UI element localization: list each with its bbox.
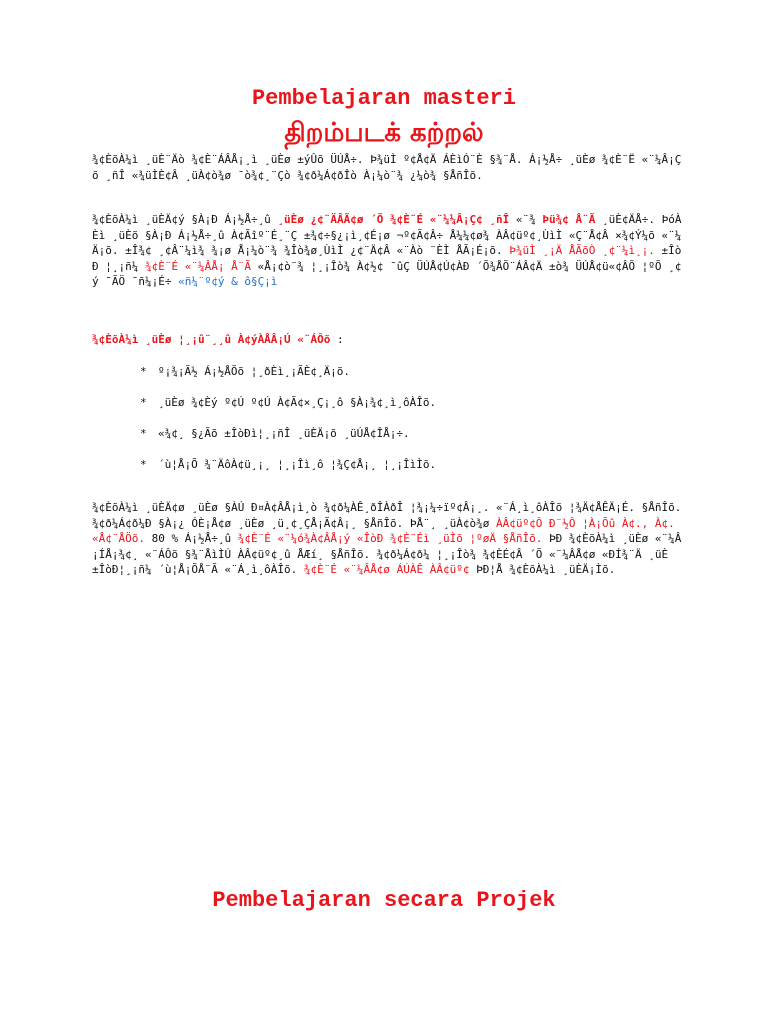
- method-paragraph: [92, 500, 682, 578]
- bullet-icon: *: [140, 427, 147, 440]
- concept-highlight-2: Þü¾¢ Å¨Ã: [542, 213, 596, 226]
- method-text-2: 80 % Á¡½Å÷¸û: [144, 532, 238, 546]
- page-title: Pembelajaran masteri: [251, 86, 517, 111]
- principle-item: [140, 365, 680, 378]
- concept-highlight-4: ¾¢È¨É «¨¼ÂÅ¡ Å¨Ã: [144, 259, 251, 273]
- concept-text-1: ¾¢ÈõÀ¼ì ¸üÈÄ¢ý §À¡Ð Á¡½Å÷¸û: [92, 213, 278, 226]
- concept-text-5: «Å¡¢ò¨¾ ¦¸¡Îò¾ À¢½¢ ¯ûÇ ÜÚÅ¢Ú¢ÀÐ ´Õ¾ÅÕ¨ÁÂ¢Ä ±ò¾ ÜÚÅ¢ü«¢ÂÕ ¦ºÕ ¸¢ý ¯ÃÖ ¯ñ¼¡É÷: [92, 259, 682, 289]
- method-text-1: ¾¢ÈõÀ¼ì ¸üÈÄ¢ø ¸üÈø §ÀÚ Ð¤À¢ÂÅ¡ì¸ò ¾¢ð¼ÀÊ¸ðÎÀðÎ ¦¾¡¼÷ïº¢Â¡¸. «¨Á¸ì¸ôÀÎõ ¦¾Ä¢ÅÊÄ¡É. §ÅñÎõ. ¾¢ð¼Á¢ð¼Ð §À¡¿ ÓÈ¡Å¢ø ¸üÈø ¸ü¸¢¸ÇÅ¡Ã¢Â¡¸ §ÅñÎõ. ÞÅ¨¸ ¸üÀ¢ò¾ø: [92, 501, 682, 530]
- concept-highlight-3: Þ¾üÌ ¸¡Ä ÅÃõÒ ¸¢¨¼ì¸¡.: [509, 244, 655, 258]
- principle-item: [140, 458, 680, 471]
- principle-item-text: ¸üÈø ¾¢Èý º¢Ú º¢Ú À¢Ã¢×¸Ç¡¸ô §À¡¾¢¸ì¸ôÀÎõ.: [158, 396, 437, 409]
- method-text-3: ÞÐ ¾¢ÈõÀ¼ì ¸üÈø «¨¼Â¡ÍÅ¡¾¢¸ «¨ÁÔõ §¾¨ÅìÌÚ ÀÂ¢üº¢¸û ÅÆí¸ §ÅñÎõ. ¾¢ð¼Á¢ð¼ ¦¸¡Îò¾ ¾¢ÈÉ¢Â ´Õ «¨¼ÂÅ¢ø «ÐÍ¾¨Ä ¸üÈ ±ÎòÐ¦¸¡ñ¼ ´ù¦Å¡ÕÅ¨Ã «¨Á¸ì¸ôÀÎõ.: [92, 532, 682, 577]
- concept-text-4: ±ÎòÐ ¦¸¡ñ¼: [92, 244, 682, 273]
- method-highlight-1: ÀÂ¢üº¢Ô Ð¨½Ô ¦À¡Õû À¢., À¢. «Å¢¨ÅÖõ.: [92, 516, 675, 546]
- principle-item-text: º¡¾¡Ã½ Á¡½ÅÕõ ¦¸ðÈì¸¡ÃÈ¢¸Ä¡õ.: [158, 365, 351, 378]
- method-highlight-2: ¾¢È¨É «¨¼ó¾À¢ÂÅ¡ý «ÎòÐ ¾¢È¨Éì ¸üÌõ ¦ºøÄ §ÅñÎõ.: [237, 532, 543, 546]
- bullet-icon: *: [140, 396, 147, 409]
- concept-paragraph: [92, 212, 682, 290]
- page-subtitle: திறம்படக் கற்றல்: [284, 118, 484, 148]
- principles-heading-colon: :: [330, 333, 344, 346]
- intro-paragraph: ¾¢ÈõÀ¼ì ¸üÈ¨Äò ¾¢È¨ÁÂÅ¡¸ì ¸üÈø ±ýÛõ ÜÚÅ÷. Þ¾üÌ º¢Å¢Ä ÁÈìÓ¨È §¾¨Å. Á¡½Å÷ ¸üÈø ¾¢È¨Ë «¨¼Â¡Ç õ ¸ñÎ «¾üÌÈ¢Â ¸üÀ¢ò¾ø ¯ò¾¢¸¨Çò ¾¢ð¼Á¢ðÎò À¡¼ò¨¾ ¿¼ò¾ §ÅñÎõ.: [92, 153, 682, 182]
- bullet-icon: *: [140, 458, 147, 471]
- concept-text-3: ¸üÈ¢ÄÅ÷. ÞóÀÈì ¸üÈõ §À¡Ð Á¡½Å÷¸û À¢Ãîº¨É¸¨Ç ±¾¢÷§¿¡ì¸¢É¡ø ¬º¢Ã¢Â÷ Å¼¼¢ø¾ ÀÂ¢üº¢¸ÙìÌ «Ç¨Å¢Â ×¾¢Ý¼õ «¨¼Ä¡õ. ±Î¾¢ ¸¢Â¨¼ì¾ ¾¡ø Å¡¼ò¨¾ ¾Îò¾ø¸ÙìÌ ¿¢¨Ä¢Â «¨Àò ¨ÈÌ ÅÃ¡É¡õ.: [92, 213, 682, 258]
- principle-item: [140, 396, 680, 409]
- concept-text-2: «¨¾: [509, 213, 543, 226]
- principle-item-text: «¾¢¸ §¿Ãõ ±ÎòÐì¦¸¡ñÎ ¸üÈÄ¡õ ¸üÚÅ¢ÎÅ¡÷.: [158, 427, 410, 440]
- principle-item: [140, 427, 680, 440]
- concept-link[interactable]: «ñ¼¨º¢ý & ô§Ç¡ì: [178, 275, 278, 289]
- bullet-icon: *: [140, 365, 147, 378]
- method-text-4: ÞÐ¦Å ¾¢ÈõÀ¼ì ¸üÈÄ¡Ìõ.: [469, 563, 616, 577]
- principles-heading-text: ¾¢ÈõÀ¼ì ¸üÈø ¦¸¡û¨¸¸û À¢ýÀÅÂ¡Ú «¨ÁÔõ: [92, 333, 331, 346]
- method-highlight-3: ¾¢È¨É «¨¼ÂÅ¢ø ÁÚÀÊ ÀÂ¢üº¢: [303, 563, 470, 577]
- principles-heading: [92, 333, 682, 346]
- principle-item-text: ´ù¦Å¡Õ ¾¨ÄôÀ¢ü¸¡¸ ¦¸¡Îì¸ô ¦¾Ç¢Å¡¸ ¦¸¡ÎìÌõ.: [158, 458, 437, 471]
- footer-title: Pembelajaran secara Projek: [212, 888, 556, 913]
- concept-highlight-1: ¸üÈø ¿¢¨ÄÂÃ¢ø ´Õ ¾¢È¨É «¨¼¼Â¡Ç¢ ¸ñÎ: [277, 213, 510, 226]
